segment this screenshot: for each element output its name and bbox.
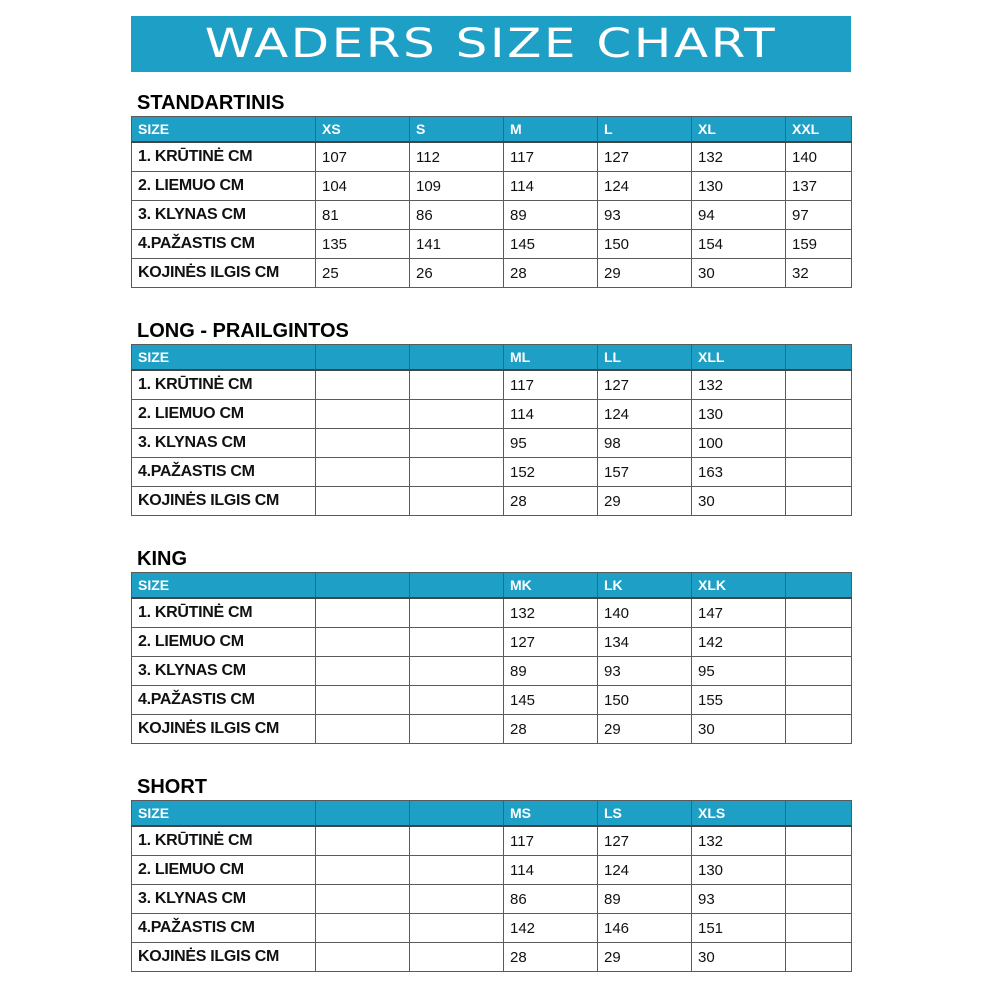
table-row <box>132 230 852 259</box>
measurement-value: 28 <box>504 715 598 744</box>
measurement-value: 29 <box>598 715 692 744</box>
table-row <box>132 715 852 744</box>
measurement-label: 1. KRŪTINĖ CM <box>132 598 316 628</box>
measurement-label: 1. KRŪTINĖ CM <box>132 142 316 172</box>
measurement-value: 141 <box>410 230 504 259</box>
measurement-value: 117 <box>504 142 598 172</box>
header-size-column: XLS <box>692 801 786 827</box>
table-row <box>132 370 852 400</box>
table-row <box>132 856 852 885</box>
title-banner <box>131 16 851 72</box>
measurement-value: 104 <box>316 172 410 201</box>
measurement-label: KOJINĖS ILGIS CM <box>132 715 316 744</box>
measurement-value: 97 <box>786 201 852 230</box>
header-size-column: LK <box>598 573 692 599</box>
measurement-label: 3. KLYNAS CM <box>132 201 316 230</box>
measurement-value: 137 <box>786 172 852 201</box>
measurement-value: 127 <box>598 826 692 856</box>
measurement-value: 30 <box>692 487 786 516</box>
empty-cell <box>410 943 504 972</box>
empty-cell <box>786 487 852 516</box>
empty-cell <box>316 487 410 516</box>
table-row <box>132 914 852 943</box>
empty-cell <box>410 657 504 686</box>
empty-cell <box>410 598 504 628</box>
measurement-value: 130 <box>692 172 786 201</box>
header-empty-cell <box>410 345 504 371</box>
header-empty-cell <box>786 801 852 827</box>
measurement-label: KOJINĖS ILGIS CM <box>132 487 316 516</box>
measurement-value: 30 <box>692 943 786 972</box>
measurement-value: 89 <box>598 885 692 914</box>
header-size-label: SIZE <box>132 573 316 599</box>
measurement-label: 2. LIEMUO CM <box>132 856 316 885</box>
measurement-label: 4.PAŽASTIS CM <box>132 686 316 715</box>
table-row <box>132 400 852 429</box>
measurement-value: 132 <box>692 142 786 172</box>
measurement-value: 124 <box>598 400 692 429</box>
header-size-column: XLL <box>692 345 786 371</box>
measurement-value: 150 <box>598 686 692 715</box>
measurement-value: 124 <box>598 856 692 885</box>
table-row <box>132 458 852 487</box>
empty-cell <box>410 885 504 914</box>
measurement-value: 152 <box>504 458 598 487</box>
measurement-label: 1. KRŪTINĖ CM <box>132 826 316 856</box>
measurement-value: 32 <box>786 259 852 288</box>
table-header-row <box>132 801 852 827</box>
measurement-label: 2. LIEMUO CM <box>132 400 316 429</box>
measurement-value: 28 <box>504 943 598 972</box>
empty-cell <box>786 885 852 914</box>
header-size-column: M <box>504 117 598 143</box>
empty-cell <box>786 686 852 715</box>
measurement-value: 127 <box>504 628 598 657</box>
measurement-value: 114 <box>504 400 598 429</box>
table-header-row <box>132 573 852 599</box>
measurement-value: 109 <box>410 172 504 201</box>
table-row <box>132 259 852 288</box>
empty-cell <box>410 400 504 429</box>
table-row <box>132 201 852 230</box>
empty-cell <box>786 943 852 972</box>
empty-cell <box>316 715 410 744</box>
measurement-value: 154 <box>692 230 786 259</box>
empty-cell <box>316 686 410 715</box>
header-empty-cell <box>316 345 410 371</box>
measurement-value: 25 <box>316 259 410 288</box>
measurement-value: 151 <box>692 914 786 943</box>
measurement-value: 94 <box>692 201 786 230</box>
measurement-value: 145 <box>504 686 598 715</box>
table-row <box>132 943 852 972</box>
empty-cell <box>786 429 852 458</box>
header-size-column: XXL <box>786 117 852 143</box>
header-empty-cell <box>316 801 410 827</box>
empty-cell <box>786 657 852 686</box>
header-size-column: L <box>598 117 692 143</box>
empty-cell <box>316 657 410 686</box>
table-heading: STANDARTINIS <box>137 92 285 114</box>
measurement-value: 114 <box>504 856 598 885</box>
table-heading: SHORT <box>137 776 207 798</box>
empty-cell <box>316 943 410 972</box>
measurement-value: 114 <box>504 172 598 201</box>
empty-cell <box>410 914 504 943</box>
table-row <box>132 598 852 628</box>
header-size-column: MK <box>504 573 598 599</box>
measurement-value: 124 <box>598 172 692 201</box>
measurement-value: 117 <box>504 826 598 856</box>
measurement-value: 28 <box>504 259 598 288</box>
empty-cell <box>316 856 410 885</box>
measurement-label: 4.PAŽASTIS CM <box>132 914 316 943</box>
measurement-value: 132 <box>692 826 786 856</box>
measurement-value: 28 <box>504 487 598 516</box>
table-heading: KING <box>137 548 187 570</box>
header-empty-cell <box>786 345 852 371</box>
table-row <box>132 628 852 657</box>
empty-cell <box>410 487 504 516</box>
table-section-long <box>131 318 851 516</box>
table-row <box>132 826 852 856</box>
measurement-value: 140 <box>786 142 852 172</box>
empty-cell <box>316 458 410 487</box>
empty-cell <box>410 715 504 744</box>
measurement-value: 146 <box>598 914 692 943</box>
measurement-label: 4.PAŽASTIS CM <box>132 458 316 487</box>
measurement-value: 89 <box>504 201 598 230</box>
measurement-value: 86 <box>410 201 504 230</box>
measurement-label: 3. KLYNAS CM <box>132 657 316 686</box>
measurement-value: 159 <box>786 230 852 259</box>
measurement-value: 127 <box>598 142 692 172</box>
header-size-column: S <box>410 117 504 143</box>
table-row <box>132 657 852 686</box>
header-empty-cell <box>410 573 504 599</box>
empty-cell <box>786 628 852 657</box>
measurement-value: 132 <box>692 370 786 400</box>
header-size-column: XLK <box>692 573 786 599</box>
header-size-label: SIZE <box>132 345 316 371</box>
empty-cell <box>410 856 504 885</box>
measurement-value: 155 <box>692 686 786 715</box>
table-section-king <box>131 546 851 744</box>
measurement-value: 134 <box>598 628 692 657</box>
header-size-column: XL <box>692 117 786 143</box>
header-size-column: XS <box>316 117 410 143</box>
table-row <box>132 686 852 715</box>
header-size-column: MS <box>504 801 598 827</box>
empty-cell <box>410 458 504 487</box>
measurement-value: 150 <box>598 230 692 259</box>
measurement-value: 26 <box>410 259 504 288</box>
empty-cell <box>410 429 504 458</box>
measurement-value: 145 <box>504 230 598 259</box>
empty-cell <box>786 458 852 487</box>
empty-cell <box>316 914 410 943</box>
measurement-value: 93 <box>598 657 692 686</box>
empty-cell <box>410 628 504 657</box>
measurement-label: 2. LIEMUO CM <box>132 172 316 201</box>
table-heading: LONG - PRAILGINTOS <box>137 320 349 342</box>
measurement-label: 1. KRŪTINĖ CM <box>132 370 316 400</box>
measurement-value: 130 <box>692 400 786 429</box>
size-table <box>131 116 852 288</box>
table-section-standard <box>131 90 851 288</box>
header-empty-cell <box>316 573 410 599</box>
table-row <box>132 487 852 516</box>
empty-cell <box>786 856 852 885</box>
empty-cell <box>316 598 410 628</box>
measurement-value: 163 <box>692 458 786 487</box>
measurement-value: 130 <box>692 856 786 885</box>
measurement-value: 140 <box>598 598 692 628</box>
measurement-value: 142 <box>504 914 598 943</box>
empty-cell <box>786 826 852 856</box>
header-size-column: LS <box>598 801 692 827</box>
measurement-value: 81 <box>316 201 410 230</box>
table-section-short <box>131 774 851 972</box>
empty-cell <box>410 826 504 856</box>
measurement-value: 89 <box>504 657 598 686</box>
measurement-value: 93 <box>692 885 786 914</box>
size-table <box>131 800 852 972</box>
measurement-label: KOJINĖS ILGIS CM <box>132 259 316 288</box>
measurement-value: 30 <box>692 259 786 288</box>
measurement-label: KOJINĖS ILGIS CM <box>132 943 316 972</box>
empty-cell <box>316 400 410 429</box>
empty-cell <box>316 628 410 657</box>
measurement-value: 147 <box>692 598 786 628</box>
measurement-value: 93 <box>598 201 692 230</box>
measurement-value: 30 <box>692 715 786 744</box>
empty-cell <box>786 715 852 744</box>
table-row <box>132 429 852 458</box>
size-table <box>131 572 852 744</box>
header-empty-cell <box>786 573 852 599</box>
measurement-value: 135 <box>316 230 410 259</box>
empty-cell <box>316 885 410 914</box>
table-header-row <box>132 345 852 371</box>
empty-cell <box>786 598 852 628</box>
empty-cell <box>786 400 852 429</box>
table-row <box>132 885 852 914</box>
empty-cell <box>786 914 852 943</box>
table-header-row <box>132 117 852 143</box>
empty-cell <box>786 370 852 400</box>
measurement-label: 2. LIEMUO CM <box>132 628 316 657</box>
measurement-value: 29 <box>598 259 692 288</box>
header-empty-cell <box>410 801 504 827</box>
header-size-label: SIZE <box>132 801 316 827</box>
measurement-value: 95 <box>504 429 598 458</box>
page-title: WADERS SIZE CHART <box>204 21 778 67</box>
header-size-label: SIZE <box>132 117 316 143</box>
empty-cell <box>316 370 410 400</box>
measurement-value: 132 <box>504 598 598 628</box>
empty-cell <box>410 370 504 400</box>
table-row <box>132 172 852 201</box>
measurement-value: 95 <box>692 657 786 686</box>
measurement-value: 142 <box>692 628 786 657</box>
measurement-value: 157 <box>598 458 692 487</box>
measurement-value: 127 <box>598 370 692 400</box>
measurement-label: 3. KLYNAS CM <box>132 885 316 914</box>
empty-cell <box>410 686 504 715</box>
measurement-value: 112 <box>410 142 504 172</box>
measurement-value: 86 <box>504 885 598 914</box>
measurement-value: 98 <box>598 429 692 458</box>
empty-cell <box>316 429 410 458</box>
header-size-column: ML <box>504 345 598 371</box>
measurement-label: 4.PAŽASTIS CM <box>132 230 316 259</box>
header-size-column: LL <box>598 345 692 371</box>
measurement-value: 29 <box>598 487 692 516</box>
measurement-value: 100 <box>692 429 786 458</box>
size-table <box>131 344 852 516</box>
measurement-value: 107 <box>316 142 410 172</box>
empty-cell <box>316 826 410 856</box>
table-row <box>132 142 852 172</box>
measurement-value: 29 <box>598 943 692 972</box>
measurement-value: 117 <box>504 370 598 400</box>
measurement-label: 3. KLYNAS CM <box>132 429 316 458</box>
